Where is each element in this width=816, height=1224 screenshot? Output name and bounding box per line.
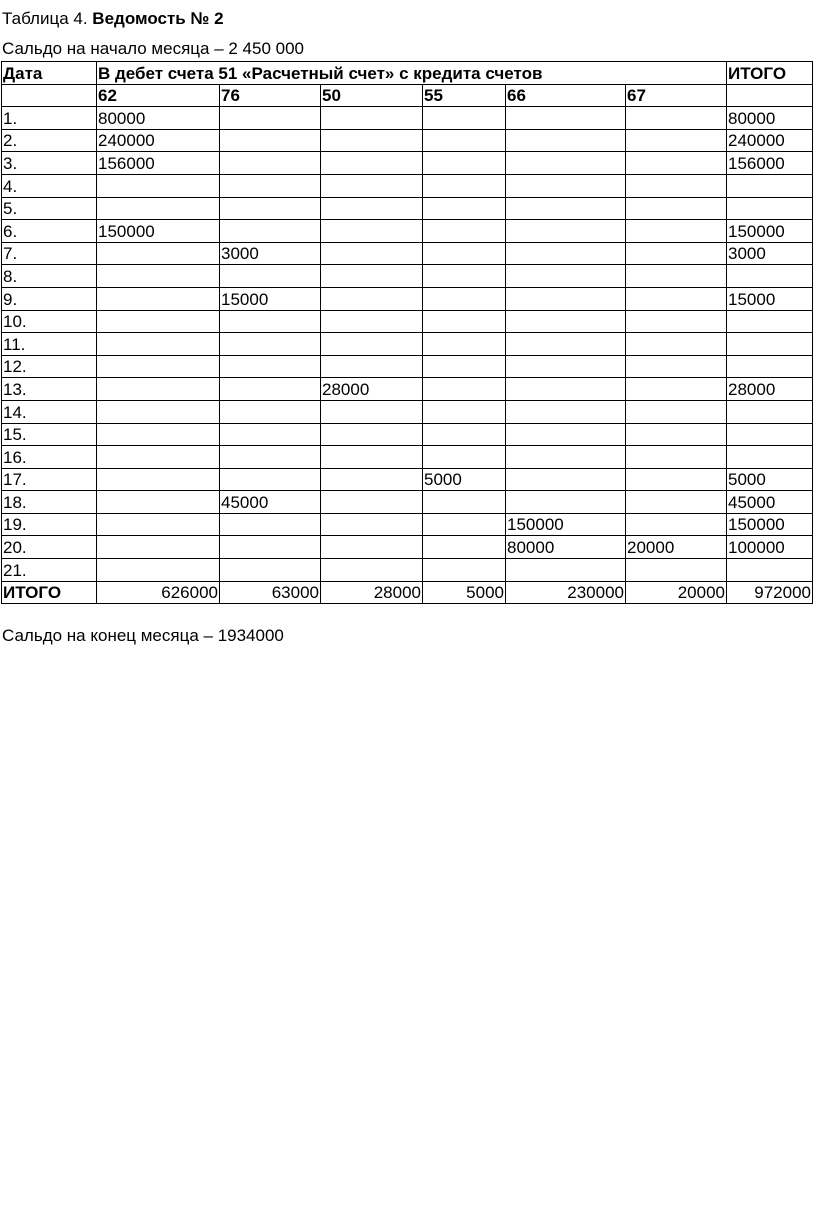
table-row bbox=[2, 446, 813, 469]
row-total bbox=[727, 423, 813, 446]
row-cell-account-55 bbox=[423, 242, 506, 265]
row-cell-account-76 bbox=[220, 378, 321, 401]
row-total bbox=[727, 265, 813, 288]
row-cell-account-76 bbox=[220, 152, 321, 175]
row-cell-account-50 bbox=[321, 174, 423, 197]
row-cell-account-62 bbox=[97, 491, 220, 514]
row-date: 9. bbox=[2, 287, 97, 310]
row-cell-account-50 bbox=[321, 355, 423, 378]
row-cell-account-66 bbox=[506, 152, 626, 175]
row-date: 20. bbox=[2, 536, 97, 559]
row-cell-account-50: 28000 bbox=[321, 378, 423, 401]
row-cell-account-55 bbox=[423, 423, 506, 446]
row-cell-account-50 bbox=[321, 107, 423, 130]
row-cell-account-76 bbox=[220, 197, 321, 220]
row-cell-account-55 bbox=[423, 152, 506, 175]
account-header-67: 67 bbox=[626, 84, 727, 107]
row-date: 6. bbox=[2, 220, 97, 243]
row-cell-account-50 bbox=[321, 310, 423, 333]
row-cell-account-66 bbox=[506, 310, 626, 333]
row-cell-account-62 bbox=[97, 197, 220, 220]
row-cell-account-76: 45000 bbox=[220, 491, 321, 514]
row-cell-account-62 bbox=[97, 536, 220, 559]
header-row bbox=[2, 62, 813, 85]
row-cell-account-67 bbox=[626, 491, 727, 514]
row-cell-account-66: 150000 bbox=[506, 513, 626, 536]
row-cell-account-55 bbox=[423, 378, 506, 401]
row-cell-account-67 bbox=[626, 287, 727, 310]
row-cell-account-66 bbox=[506, 355, 626, 378]
table-row bbox=[2, 242, 813, 265]
row-cell-account-67 bbox=[626, 310, 727, 333]
row-cell-account-62 bbox=[97, 446, 220, 469]
row-cell-account-67 bbox=[626, 333, 727, 356]
row-cell-account-76 bbox=[220, 355, 321, 378]
row-cell-account-67 bbox=[626, 513, 727, 536]
total-cell-account-50: 28000 bbox=[321, 581, 423, 604]
row-cell-account-66 bbox=[506, 333, 626, 356]
row-cell-account-55 bbox=[423, 400, 506, 423]
row-total: 28000 bbox=[727, 378, 813, 401]
row-cell-account-76: 3000 bbox=[220, 242, 321, 265]
row-cell-account-66 bbox=[506, 400, 626, 423]
total-cell-account-66: 230000 bbox=[506, 581, 626, 604]
row-cell-account-50 bbox=[321, 446, 423, 469]
table-row bbox=[2, 220, 813, 243]
row-cell-account-67 bbox=[626, 446, 727, 469]
row-cell-account-62 bbox=[97, 468, 220, 491]
row-cell-account-62 bbox=[97, 513, 220, 536]
ledger-table bbox=[1, 61, 813, 604]
row-date: 15. bbox=[2, 423, 97, 446]
row-total bbox=[727, 400, 813, 423]
row-total: 45000 bbox=[727, 491, 813, 514]
total-header: ИТОГО bbox=[727, 62, 813, 85]
row-cell-account-55 bbox=[423, 333, 506, 356]
row-cell-account-55 bbox=[423, 446, 506, 469]
totals-row bbox=[2, 581, 813, 604]
row-cell-account-66 bbox=[506, 468, 626, 491]
row-cell-account-66 bbox=[506, 423, 626, 446]
row-date: 17. bbox=[2, 468, 97, 491]
row-cell-account-76 bbox=[220, 174, 321, 197]
row-date: 10. bbox=[2, 310, 97, 333]
row-total bbox=[727, 310, 813, 333]
row-total: 15000 bbox=[727, 287, 813, 310]
row-total bbox=[727, 333, 813, 356]
table-row bbox=[2, 355, 813, 378]
row-cell-account-67: 20000 bbox=[626, 536, 727, 559]
row-cell-account-67 bbox=[626, 174, 727, 197]
row-cell-account-67 bbox=[626, 378, 727, 401]
row-cell-account-62 bbox=[97, 287, 220, 310]
row-cell-account-50 bbox=[321, 491, 423, 514]
table-row bbox=[2, 333, 813, 356]
row-cell-account-62 bbox=[97, 378, 220, 401]
row-cell-account-67 bbox=[626, 559, 727, 582]
row-cell-account-76 bbox=[220, 265, 321, 288]
grand-total: 972000 bbox=[727, 581, 813, 604]
row-date: 3. bbox=[2, 152, 97, 175]
row-cell-account-55 bbox=[423, 287, 506, 310]
row-total: 80000 bbox=[727, 107, 813, 130]
row-cell-account-66 bbox=[506, 446, 626, 469]
row-cell-account-76 bbox=[220, 536, 321, 559]
table-row bbox=[2, 310, 813, 333]
row-cell-account-76: 15000 bbox=[220, 287, 321, 310]
total-cell-account-67: 20000 bbox=[626, 581, 727, 604]
row-cell-account-67 bbox=[626, 129, 727, 152]
row-cell-account-76 bbox=[220, 107, 321, 130]
row-date: 16. bbox=[2, 446, 97, 469]
row-cell-account-62 bbox=[97, 355, 220, 378]
row-cell-account-62 bbox=[97, 242, 220, 265]
row-cell-account-66 bbox=[506, 129, 626, 152]
row-date: 14. bbox=[2, 400, 97, 423]
row-cell-account-76 bbox=[220, 559, 321, 582]
row-cell-account-62: 240000 bbox=[97, 129, 220, 152]
row-cell-account-67 bbox=[626, 265, 727, 288]
row-cell-account-55 bbox=[423, 355, 506, 378]
row-total bbox=[727, 355, 813, 378]
row-total bbox=[727, 174, 813, 197]
caption-title: Ведомость № 2 bbox=[92, 9, 224, 28]
table-row bbox=[2, 559, 813, 582]
opening-balance: Сальдо на начало месяца – 2 450 000 bbox=[2, 39, 304, 58]
table-row bbox=[2, 129, 813, 152]
account-header-66: 66 bbox=[506, 84, 626, 107]
row-cell-account-67 bbox=[626, 468, 727, 491]
row-cell-account-62: 150000 bbox=[97, 220, 220, 243]
row-total: 100000 bbox=[727, 536, 813, 559]
table-row bbox=[2, 265, 813, 288]
row-date: 19. bbox=[2, 513, 97, 536]
account-header-50: 50 bbox=[321, 84, 423, 107]
row-cell-account-62: 80000 bbox=[97, 107, 220, 130]
row-cell-account-76 bbox=[220, 400, 321, 423]
row-date: 21. bbox=[2, 559, 97, 582]
row-cell-account-50 bbox=[321, 536, 423, 559]
debit-group-header: В дебет счета 51 «Расчетный счет» с кредита счетов bbox=[97, 62, 727, 85]
row-date: 1. bbox=[2, 107, 97, 130]
date-header: Дата bbox=[2, 62, 97, 85]
row-cell-account-76 bbox=[220, 310, 321, 333]
row-cell-account-76 bbox=[220, 423, 321, 446]
table-row bbox=[2, 400, 813, 423]
row-total bbox=[727, 559, 813, 582]
account-header-55: 55 bbox=[423, 84, 506, 107]
row-date: 7. bbox=[2, 242, 97, 265]
row-cell-account-66 bbox=[506, 265, 626, 288]
row-date: 5. bbox=[2, 197, 97, 220]
row-date: 8. bbox=[2, 265, 97, 288]
row-cell-account-55 bbox=[423, 265, 506, 288]
row-cell-account-55 bbox=[423, 559, 506, 582]
row-total: 156000 bbox=[727, 152, 813, 175]
row-total: 150000 bbox=[727, 220, 813, 243]
row-cell-account-55: 5000 bbox=[423, 468, 506, 491]
table-row bbox=[2, 423, 813, 446]
row-cell-account-50 bbox=[321, 129, 423, 152]
row-cell-account-62 bbox=[97, 423, 220, 446]
table-row bbox=[2, 152, 813, 175]
row-cell-account-55 bbox=[423, 129, 506, 152]
row-cell-account-76 bbox=[220, 513, 321, 536]
table-row bbox=[2, 174, 813, 197]
row-cell-account-55 bbox=[423, 491, 506, 514]
row-total: 150000 bbox=[727, 513, 813, 536]
row-cell-account-50 bbox=[321, 152, 423, 175]
table-row bbox=[2, 378, 813, 401]
row-cell-account-50 bbox=[321, 513, 423, 536]
table-row bbox=[2, 468, 813, 491]
totals-label: ИТОГО bbox=[2, 581, 97, 604]
row-cell-account-50 bbox=[321, 242, 423, 265]
row-date: 11. bbox=[2, 333, 97, 356]
total-cell-account-76: 63000 bbox=[220, 581, 321, 604]
row-total bbox=[727, 446, 813, 469]
account-header-blank bbox=[2, 84, 97, 107]
row-cell-account-66 bbox=[506, 559, 626, 582]
row-date: 18. bbox=[2, 491, 97, 514]
row-cell-account-66 bbox=[506, 197, 626, 220]
row-cell-account-55 bbox=[423, 107, 506, 130]
row-cell-account-76 bbox=[220, 129, 321, 152]
row-date: 13. bbox=[2, 378, 97, 401]
account-header-total-blank bbox=[727, 84, 813, 107]
row-cell-account-50 bbox=[321, 400, 423, 423]
account-header-row bbox=[2, 84, 813, 107]
row-cell-account-50 bbox=[321, 220, 423, 243]
row-cell-account-55 bbox=[423, 513, 506, 536]
row-cell-account-66 bbox=[506, 491, 626, 514]
row-total: 240000 bbox=[727, 129, 813, 152]
row-cell-account-55 bbox=[423, 310, 506, 333]
row-cell-account-67 bbox=[626, 423, 727, 446]
total-cell-account-62: 626000 bbox=[97, 581, 220, 604]
table-row bbox=[2, 513, 813, 536]
row-cell-account-62 bbox=[97, 559, 220, 582]
row-cell-account-76 bbox=[220, 446, 321, 469]
row-cell-account-76 bbox=[220, 333, 321, 356]
table-row bbox=[2, 536, 813, 559]
row-cell-account-66 bbox=[506, 378, 626, 401]
row-cell-account-55 bbox=[423, 220, 506, 243]
row-total: 3000 bbox=[727, 242, 813, 265]
row-cell-account-50 bbox=[321, 197, 423, 220]
table-row bbox=[2, 107, 813, 130]
table-row bbox=[2, 197, 813, 220]
row-cell-account-66 bbox=[506, 242, 626, 265]
caption-prefix: Таблица 4. bbox=[2, 9, 88, 28]
table-row bbox=[2, 491, 813, 514]
row-cell-account-50 bbox=[321, 423, 423, 446]
row-cell-account-66 bbox=[506, 174, 626, 197]
account-header-62: 62 bbox=[97, 84, 220, 107]
row-cell-account-66 bbox=[506, 107, 626, 130]
row-cell-account-76 bbox=[220, 220, 321, 243]
row-cell-account-62 bbox=[97, 333, 220, 356]
row-cell-account-67 bbox=[626, 107, 727, 130]
row-total: 5000 bbox=[727, 468, 813, 491]
row-cell-account-62: 156000 bbox=[97, 152, 220, 175]
row-total bbox=[727, 197, 813, 220]
row-cell-account-50 bbox=[321, 468, 423, 491]
row-cell-account-67 bbox=[626, 197, 727, 220]
account-header-76: 76 bbox=[220, 84, 321, 107]
row-cell-account-67 bbox=[626, 152, 727, 175]
row-cell-account-67 bbox=[626, 220, 727, 243]
row-cell-account-62 bbox=[97, 310, 220, 333]
row-cell-account-50 bbox=[321, 333, 423, 356]
row-cell-account-55 bbox=[423, 197, 506, 220]
row-cell-account-55 bbox=[423, 536, 506, 559]
row-cell-account-50 bbox=[321, 287, 423, 310]
row-date: 4. bbox=[2, 174, 97, 197]
row-cell-account-50 bbox=[321, 559, 423, 582]
row-cell-account-66: 80000 bbox=[506, 536, 626, 559]
total-cell-account-55: 5000 bbox=[423, 581, 506, 604]
row-cell-account-55 bbox=[423, 174, 506, 197]
row-cell-account-50 bbox=[321, 265, 423, 288]
row-cell-account-67 bbox=[626, 400, 727, 423]
row-cell-account-62 bbox=[97, 265, 220, 288]
table-row bbox=[2, 287, 813, 310]
table-caption bbox=[2, 8, 224, 30]
closing-balance: Сальдо на конец месяца – 1934000 bbox=[2, 626, 284, 645]
row-cell-account-62 bbox=[97, 400, 220, 423]
row-cell-account-67 bbox=[626, 355, 727, 378]
row-cell-account-67 bbox=[626, 242, 727, 265]
row-date: 2. bbox=[2, 129, 97, 152]
row-date: 12. bbox=[2, 355, 97, 378]
row-cell-account-66 bbox=[506, 220, 626, 243]
row-cell-account-76 bbox=[220, 468, 321, 491]
row-cell-account-66 bbox=[506, 287, 626, 310]
row-cell-account-62 bbox=[97, 174, 220, 197]
